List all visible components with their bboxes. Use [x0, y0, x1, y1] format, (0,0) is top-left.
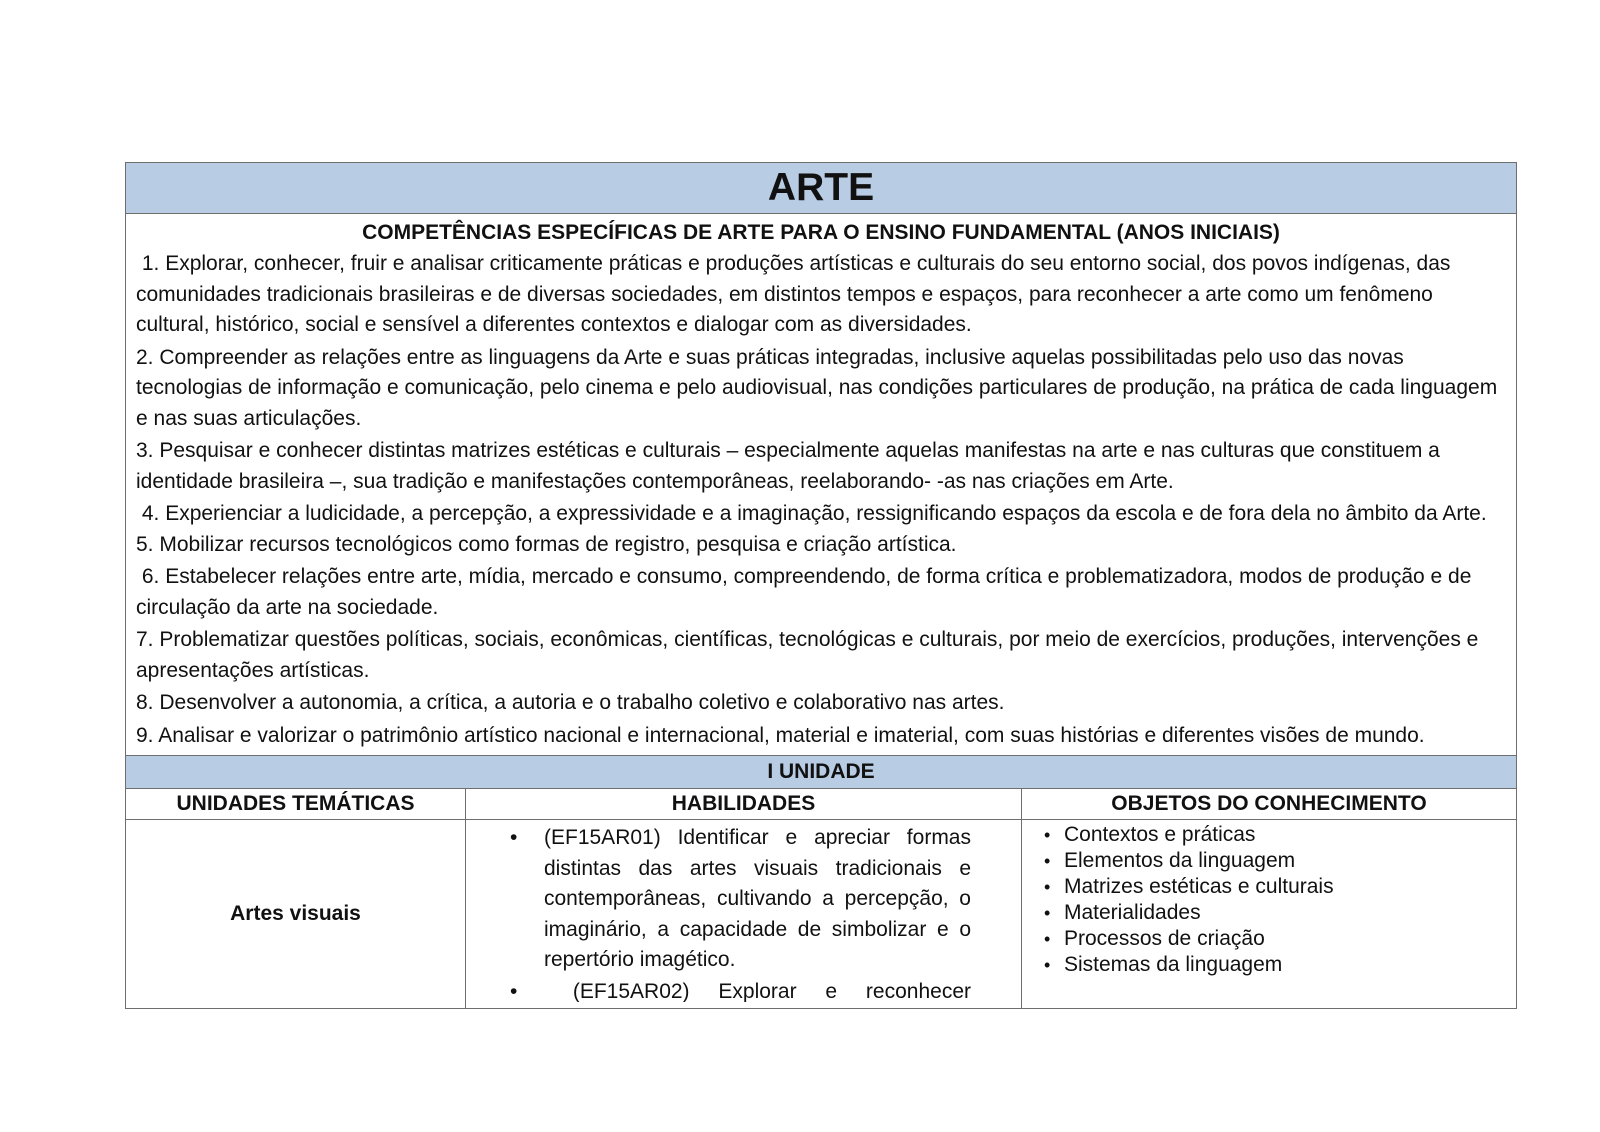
objeto-text: Elementos da linguagem	[1064, 849, 1296, 872]
arte-document-table	[125, 162, 1517, 1009]
objeto-text: Materialidades	[1064, 901, 1201, 924]
list-item	[510, 823, 971, 976]
table-row	[126, 820, 1517, 1009]
bullet-icon: •	[1044, 929, 1051, 949]
competencias-section	[126, 214, 1517, 756]
competencia-item: 1. Explorar, conhecer, fruir e analisar criticamente práticas e produções artísticas e culturais do seu entorno social, dos povos indígenas, das comunidades tradicionais brasileiras e de diversas sociedades, em distintos tempos e espaços, para reconhecer a arte como um fenômeno cultural, histórico, social e sensível a diferentes contextos e dialogar com as diversidades.	[136, 252, 1457, 336]
competencias-heading: COMPETÊNCIAS ESPECÍFICAS DE ARTE PARA O ENSINO FUNDAMENTAL (ANOS INICIAIS)	[362, 221, 1280, 244]
list-item	[1044, 848, 1506, 874]
page-title: ARTE	[126, 163, 1517, 214]
bullet-icon: •	[1044, 851, 1051, 871]
bullet-icon: •	[1044, 903, 1051, 923]
list-item	[1044, 874, 1506, 900]
habilidades-cell	[466, 820, 1022, 1009]
habilidade-text: (EF15AR02) Explorar e reconhecer	[544, 979, 971, 1002]
habilidade-text: (EF15AR01) Identificar e apreciar formas distintas das artes visuais tradicionais e contemporâneas, cultivando a percepção, o imaginário, a capacidade de simbolizar e o repertório imagético.	[544, 826, 971, 971]
column-header-objetos: OBJETOS DO CONHECIMENTO	[1022, 789, 1517, 820]
competencia-item: 8. Desenvolver a autonomia, a crítica, a autoria e o trabalho coletivo e colaborativo nas artes.	[136, 691, 1005, 714]
competencia-item: 9. Analisar e valorizar o patrimônio artístico nacional e internacional, material e imaterial, com suas histórias e diferentes visões de mundo.	[136, 723, 1425, 747]
bullet-icon: •	[1044, 877, 1051, 897]
objetos-list	[1022, 820, 1516, 978]
list-item	[1044, 926, 1506, 952]
objeto-text: Contextos e práticas	[1064, 823, 1256, 846]
objetos-cell	[1022, 820, 1517, 1009]
competencia-item: 3. Pesquisar e conhecer distintas matrizes estéticas e culturais – especialmente aquelas manifestas na arte e nas culturas que constituem a identidade brasileira –, sua tradição e manifestações contemporâneas, reelaborando- -as nas criações em Arte.	[136, 439, 1440, 493]
list-item	[1044, 900, 1506, 926]
list-item	[510, 977, 971, 1003]
unidade-label: I UNIDADE	[126, 756, 1517, 789]
bullet-icon: •	[510, 826, 518, 849]
column-header-habilidades: HABILIDADES	[466, 789, 1022, 820]
competencia-item: 2. Compreender as relações entre as linguagens da Arte e suas práticas integradas, inclusive aquelas possibilitadas pelo uso das novas tecnologias de informação e comunicação, pelo cinema e pelo audiovisual, nas condições particulares de produção, na prática de cada linguagem e nas suas articulações.	[136, 345, 1498, 430]
unidade-tematica-cell: Artes visuais	[126, 820, 466, 1009]
column-header-unidades-tematicas: UNIDADES TEMÁTICAS	[126, 789, 466, 820]
bullet-icon: •	[510, 979, 518, 1002]
objeto-text: Sistemas da linguagem	[1064, 953, 1283, 976]
bullet-icon: •	[1044, 825, 1051, 845]
habilidades-list	[466, 820, 1021, 1002]
objeto-text: Processos de criação	[1064, 927, 1265, 950]
list-item	[1044, 822, 1506, 848]
competencia-item: 6. Estabelecer relações entre arte, mídia, mercado e consumo, compreendendo, de forma crítica e problematizadora, modos de produção e de circulação da arte na sociedade.	[136, 565, 1478, 619]
list-item	[1044, 952, 1506, 978]
objeto-text: Matrizes estéticas e culturais	[1064, 875, 1334, 898]
competencia-item: 7. Problematizar questões políticas, sociais, econômicas, científicas, tecnológicas e culturais, por meio de exercícios, produções, intervenções e apresentações artísticas.	[136, 628, 1479, 682]
competencia-item: 4. Experienciar a ludicidade, a percepção, a expressividade e a imaginação, ressignificando espaços da escola e de fora dela no âmbito da Arte. 5. Mobilizar recursos tecnológicos como formas de registro, pesquisa e criação artística.	[136, 502, 1493, 556]
bullet-icon: •	[1044, 955, 1051, 975]
